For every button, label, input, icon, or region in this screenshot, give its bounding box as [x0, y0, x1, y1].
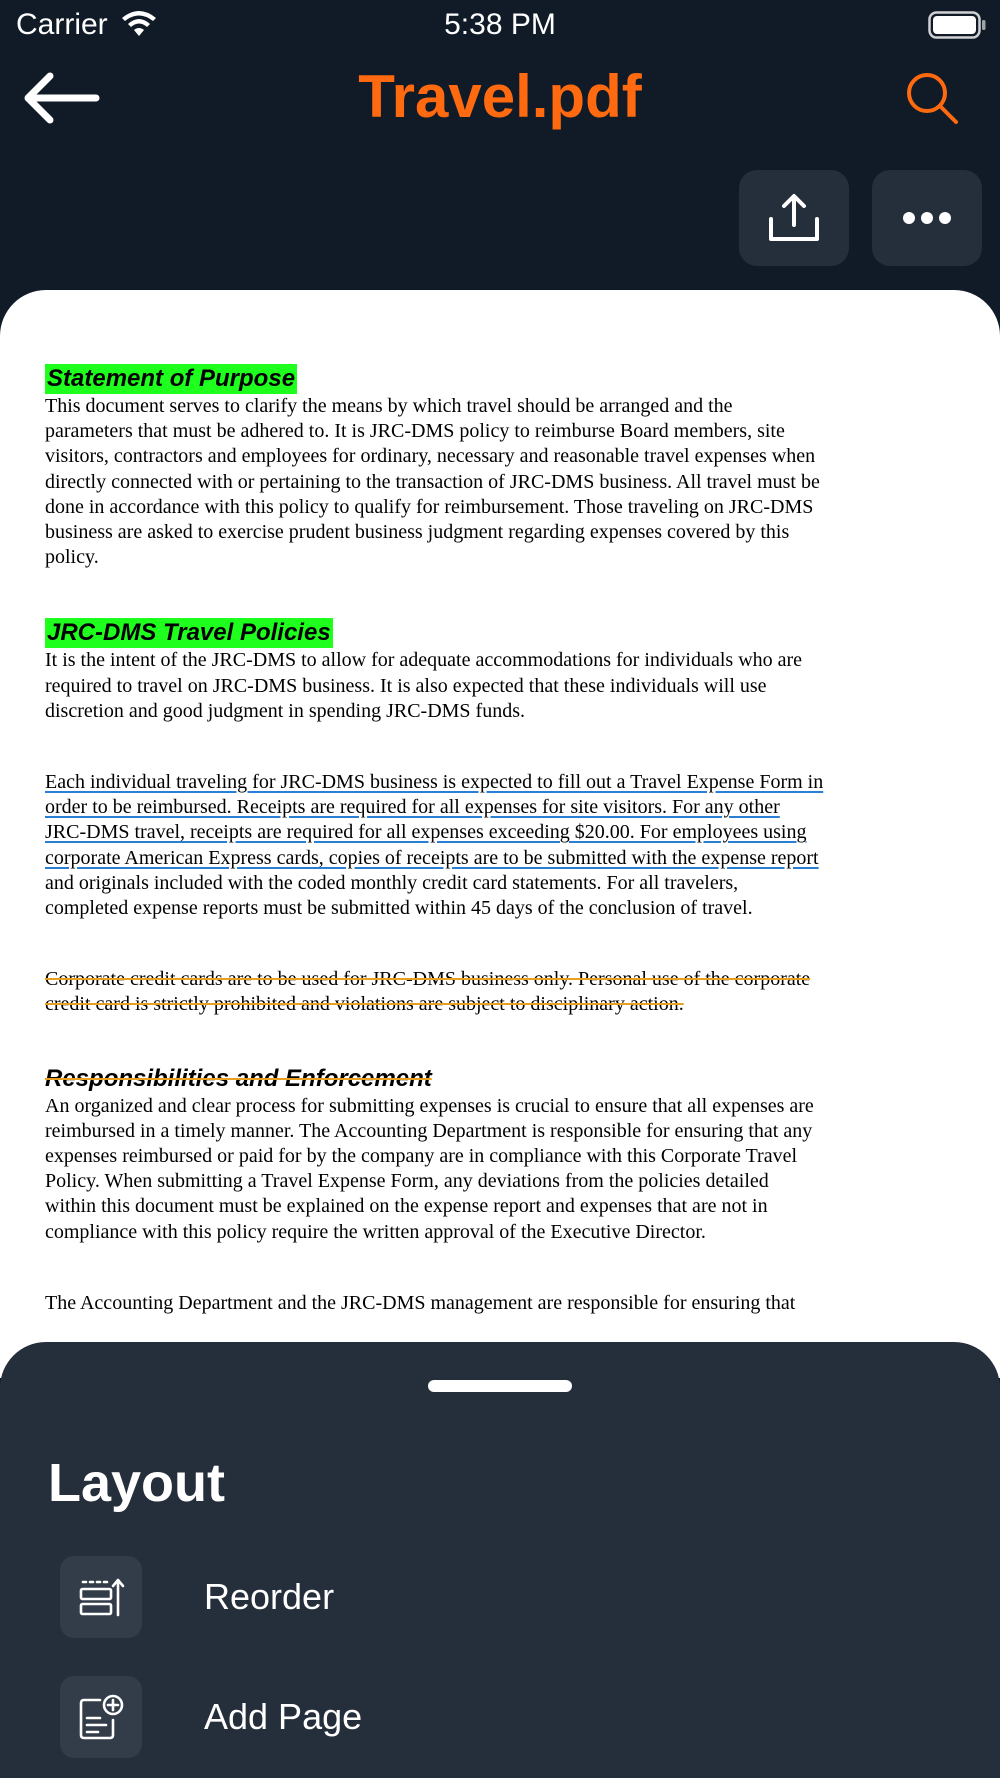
layout-bottom-sheet — [0, 1342, 1000, 1778]
sheet-title: Layout — [48, 1453, 226, 1513]
add-page-label: Add Page — [204, 1696, 363, 1737]
strikeout-paragraph-credit-cards: Corporate credit cards are to be used for JRC-DMS business only. Personal use of the corporate credit card is strictly prohibited and violations are subject to disciplinary action. — [45, 968, 811, 1016]
pdf-content — [45, 364, 925, 1316]
page-title: Travel.pdf — [358, 63, 642, 130]
heading-travel-policies: JRC-DMS Travel Policies — [47, 619, 331, 647]
add-page-button[interactable] — [60, 1676, 940, 1758]
status-bar — [0, 0, 1000, 50]
reorder-button[interactable] — [60, 1556, 940, 1638]
search-button[interactable] — [904, 70, 960, 126]
paragraph-expense-form — [45, 770, 925, 921]
search-icon — [904, 70, 960, 126]
battery-icon — [928, 11, 986, 44]
add-page-icon — [60, 1676, 142, 1758]
paragraph-purpose: This document serves to clarify the means by which travel should be arranged and the parameters that must be adhered to. It is JRC-DMS policy to reimburse Board members, site visitors, contractors and employees for ordinary, necessary and reasonable travel expenses when directly connected with or pertaining to the transaction of JRC-DMS business. All travel must be done in accordance with this policy to qualify for reimbursement. Those traveling on JRC-DMS business are asked to exercise prudent business judgment regarding expenses covered by this policy. — [45, 395, 820, 569]
paragraph-management: The Accounting Department and the JRC-DMS management are responsible for ensuring that — [45, 1291, 796, 1314]
underlined-text: Each individual traveling for JRC-DMS business is expected to fill out a Travel Expense Form in order to be reimbursed. Receipts are required for all expenses for site visitors. For any other JRC-DMS travel, receipts are required for all expenses exceeding $20.00. For employees using corporate American Express cards, copies of receipts are to be submitted with the expense report — [45, 771, 824, 869]
paragraph-intent: It is the intent of the JRC-DMS to allow for adequate accommodations for individuals who are required to travel on JRC-DMS business. It is also expected that these individuals will use discretion and good judgment in spending JRC-DMS funds. — [45, 649, 803, 722]
pdf-page[interactable] — [0, 290, 1000, 1378]
heading-responsibilities: Responsibilities and Enforcement — [45, 1064, 432, 1092]
share-icon — [767, 193, 821, 243]
reorder-icon — [60, 1556, 142, 1638]
paragraph-expense-form-rest: and originals included with the coded monthly credit card statements. For all travelers, completed expense reports must be submitted within 45 days of the conclusion of travel. — [45, 871, 753, 920]
more-icon — [902, 211, 952, 225]
paragraph-accounting: An organized and clear process for submitting expenses is crucial to ensure that all expenses are reimbursed in a timely manner. The Accounting Department is responsible for ensuring that any expenses reimbursed or paid for by the company are in compliance with this Corporate Travel Policy. When submitting a Travel Expense Form, any deviations from the policies detailed within this document must be explained on the expense report and expenses that are not in compliance with this policy require the written approval of the Executive Director. — [45, 1094, 814, 1243]
more-button[interactable] — [872, 170, 982, 266]
sheet-grabber[interactable] — [428, 1380, 572, 1392]
carrier-label: Carrier — [16, 8, 108, 41]
share-button[interactable] — [739, 170, 849, 266]
heading-statement-of-purpose: Statement of Purpose — [47, 365, 296, 392]
reorder-label: Reorder — [204, 1576, 335, 1617]
status-time: 5:38 PM — [444, 8, 556, 41]
